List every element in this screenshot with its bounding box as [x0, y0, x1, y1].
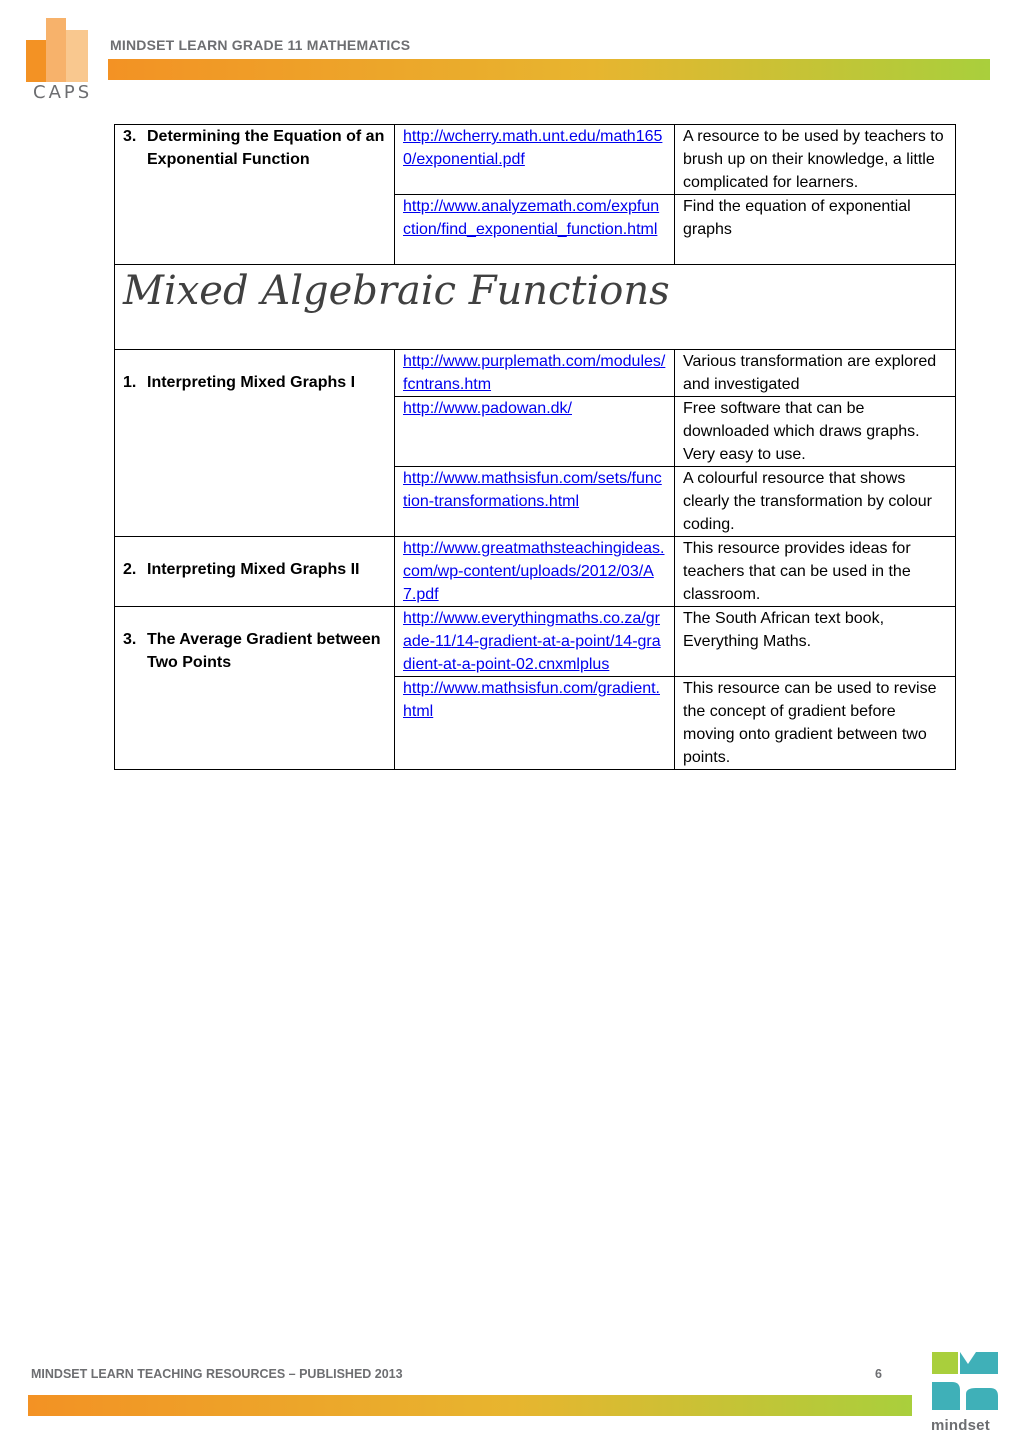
section-row [115, 265, 956, 350]
link-cell [395, 125, 675, 195]
resource-link[interactable]: http://www.analyzemath.com/expfunction/find_exponential_function.html [403, 198, 660, 238]
resource-link[interactable]: http://www.mathsisfun.com/sets/function-transformations.html [403, 470, 662, 510]
caps-logo-text: CAPS [33, 82, 93, 103]
link-cell [395, 350, 675, 397]
topic-number: 1. [123, 374, 137, 391]
topic-cell [115, 125, 395, 265]
topic-cell [115, 537, 395, 607]
topic-title: Determining the Equation of an Exponential Function [147, 128, 385, 168]
table-row [115, 607, 956, 677]
topic-cell [115, 350, 395, 537]
link-cell [395, 397, 675, 467]
resource-link[interactable]: http://wcherry.math.unt.edu/math1650/exponential.pdf [403, 128, 663, 168]
description-cell: A colourful resource that shows clearly the transformation by colour coding. [675, 467, 956, 537]
description-cell: Various transformation are explored and investigated [675, 350, 956, 397]
description-cell: Find the equation of exponential graphs [675, 195, 956, 265]
link-cell [395, 677, 675, 770]
table-row [115, 537, 956, 607]
page-number: 6 [875, 1367, 882, 1381]
resource-link[interactable]: http://www.everythingmaths.co.za/grade-11/14-gradient-at-a-point/14-gradient-at-a-point-02.cnxmlplus [403, 610, 661, 673]
description-cell: This resource provides ideas for teachers that can be used in the classroom. [675, 537, 956, 607]
link-cell [395, 467, 675, 537]
resource-link[interactable]: http://www.padowan.dk/ [403, 400, 572, 417]
section-title: Mixed Algebraic Functions [123, 268, 670, 314]
topic-title: Interpreting Mixed Graphs II [147, 561, 360, 578]
header-title: MINDSET LEARN GRADE 11 MATHEMATICS [110, 37, 411, 53]
table-row [115, 125, 956, 195]
link-cell [395, 195, 675, 265]
description-cell: Free software that can be downloaded which draws graphs. Very easy to use. [675, 397, 956, 467]
link-cell [395, 537, 675, 607]
mindset-logo-text: mindset [931, 1417, 990, 1434]
description-cell: A resource to be used by teachers to brush up on their knowledge, a little complicated for learners. [675, 125, 956, 195]
footer-title: MINDSET LEARN TEACHING RESOURCES – PUBLISHED 2013 [31, 1367, 403, 1381]
topic-number: 3. [123, 128, 137, 145]
resource-link[interactable]: http://www.greatmathsteachingideas.com/wp-content/uploads/2012/03/A7.pdf [403, 540, 665, 603]
section-cell [115, 265, 956, 350]
topic-cell [115, 607, 395, 770]
resource-table [114, 124, 956, 770]
mindset-logo-icon [930, 1350, 1000, 1410]
topic-number: 2. [123, 561, 137, 578]
description-cell: The South African text book, Everything Maths. [675, 607, 956, 677]
topic-title: Interpreting Mixed Graphs I [147, 374, 356, 391]
header-stripe [108, 59, 990, 80]
topic-number: 3. [123, 631, 137, 648]
resource-link[interactable]: http://www.purplemath.com/modules/fcntrans.htm [403, 353, 666, 393]
resource-link[interactable]: http://www.mathsisfun.com/gradient.html [403, 680, 660, 720]
table-row [115, 350, 956, 397]
description-cell: This resource can be used to revise the concept of gradient before moving onto gradient between two points. [675, 677, 956, 770]
footer-stripe [28, 1395, 912, 1416]
topic-title: The Average Gradient between Two Points [147, 631, 381, 671]
link-cell [395, 607, 675, 677]
